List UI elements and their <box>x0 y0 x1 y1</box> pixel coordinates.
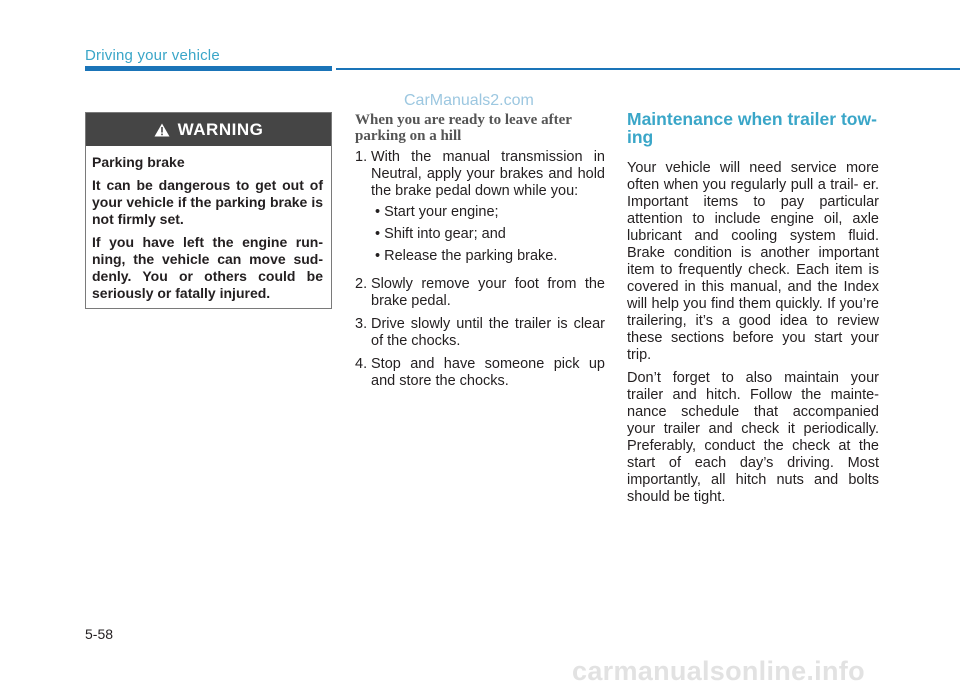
warning-body <box>86 146 331 302</box>
leave-parking-heading: When you are ready to leave after parking on a hill <box>355 112 572 144</box>
warning-label: WARNING <box>177 119 264 139</box>
bullet-item: • Start your engine; <box>375 204 499 220</box>
maintenance-section <box>627 110 879 512</box>
step-text: With the manual transmission in Neutral, apply your brakes and hold the brake pedal down while you: <box>371 149 605 199</box>
bullet-list <box>371 204 605 265</box>
maintenance-paragraph: Your vehicle will need service more often when you regularly pull a trail- er. Important items to pay particular attention to include engine oil, axle lubricant and cooling system fluid. Brake condition is another important item to frequently check. Each item is covered in this manual, and the Index will help you find them quickly. If you’re trailering, it’s a good idea to review these sections before you start your trip. <box>627 160 879 363</box>
page-number: 5-58 <box>85 626 114 642</box>
watermark-top: CarManuals2.com <box>404 92 534 109</box>
leave-parking-section <box>355 112 605 396</box>
footer-watermark: carmanualsonline.info <box>572 656 865 686</box>
warning-paragraph: It can be dangerous to get out of your vehicle if the parking brake is not firmly set. <box>92 177 323 227</box>
step-number: 3. <box>355 316 368 332</box>
step-item <box>355 316 605 350</box>
warning-triangle-icon <box>154 123 170 137</box>
step-item <box>355 149 605 270</box>
header-bar-thin <box>336 68 960 70</box>
step-item <box>355 276 605 310</box>
section-header-title: Driving your vehicle <box>85 47 220 64</box>
warning-paragraph: If you have left the engine run- ning, the vehicle can move sud- denly. You or others could be seriously or fatally injured. <box>92 234 323 301</box>
header-bar-thick <box>85 66 332 71</box>
steps-list <box>355 149 605 390</box>
maintenance-paragraph: Don’t forget to also maintain your trailer and hitch. Follow the mainte- nance schedule that accompanied your trailer and check it periodically. Preferably, conduct the check at the start of each day’s driving. Most importantly, all hitch nuts and bolts should be tight. <box>627 370 879 505</box>
bullet-item: • Release the parking brake. <box>375 248 558 264</box>
step-text: Slowly remove your foot from the brake pedal. <box>371 276 605 309</box>
bullet-item: • Shift into gear; and <box>375 226 506 242</box>
step-text: Drive slowly until the trailer is clear of the chocks. <box>371 316 605 349</box>
warning-title: Parking brake <box>92 154 185 170</box>
warning-header <box>86 113 331 146</box>
maintenance-title: Maintenance when trailer tow- ing <box>627 109 877 147</box>
step-text: Stop and have someone pick up and store the chocks. <box>371 356 605 389</box>
step-item <box>355 356 605 390</box>
step-number: 1. <box>355 149 368 165</box>
step-number: 4. <box>355 356 368 372</box>
warning-box <box>85 112 332 309</box>
step-number: 2. <box>355 276 368 292</box>
